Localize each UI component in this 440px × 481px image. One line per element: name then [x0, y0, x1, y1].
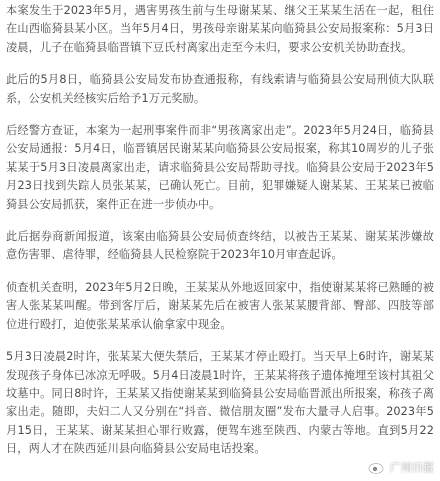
watermark-text: 广州日报	[390, 461, 434, 474]
paragraph: 此后据券商新闻报道，该案由临猗县公安局侦查终结，以被告王某某、谢某某涉嫌故意伤害罪、虐待罪，经临猗县人民检察院于2023年10月审查起诉。	[6, 230, 434, 262]
paragraph: 本案发生于2023年5月，遇害男孩生前与生母谢某某、继父王某某生活在一起，租住在山西临猗县某小区。当年5月4日，男孩母亲谢某某向临猗县公安局报案称：5月3日凌晨，儿子在临猗县临晋镇下豆氏村离家出走至今未归，要求公安机关协助查找。	[6, 4, 434, 54]
source-watermark	[368, 459, 434, 475]
weibo-logo-icon	[368, 460, 386, 474]
paragraph: 此后的5月8日，临猗县公安局发布协查通报称，有线索请与临猗县公安局刑侦大队联系，公安机关经核实后给予1万元奖励。	[6, 73, 434, 105]
article-body	[6, 2, 434, 473]
paragraph: 侦查机关查明，2023年5月2日晚，王某某从外地返回家中，指使谢某某将已熟睡的被害人张某某叫醒。带到客厅后，谢某某先后在被害人张某某腰背部、臀部、四肢等部位进行殴打，迫使张某某承认偷拿家中现金。	[6, 280, 434, 331]
paragraph: 后经警方查证，本案为一起刑事案件而非“男孩离家出走”。2023年5月24日，临猗县公安局通报：5月4日，临晋镇居民谢某某向临猗县公安局报案，称其10周岁的儿子张某某于5月3日凌晨离家出走，请求临猗县公安局帮助寻找。临猗县公安局于2023年5月23日找到失踪人员张某某，已确认死亡。目前，犯罪嫌疑人谢某某、王某某已被临猗县公安局抓获，案件正在进一步侦办中。	[6, 124, 434, 211]
paragraph: 5月3日凌晨2时许，张某某大便失禁后，王某某才停止殴打。当天早上6时许，谢某某发现孩子身体已冰凉无呼吸。5月4日凌晨1时许，王某某将孩子遗体掩埋至该村其祖父坟墓中。同日8时许，王某某又指使谢某某到临猗县公安局临晋派出所报案，称孩子离家出走。随即，夫妇二人又分别在“抖音、微信朋友圈”发布大量寻人启事。2023年5月15日，王某某、谢某某担心罪行败露，便驾车逃至陕西、内蒙古等地。直到5月22日，两人才在陕西延川县向临猗县公安局电话投案。	[6, 350, 435, 456]
